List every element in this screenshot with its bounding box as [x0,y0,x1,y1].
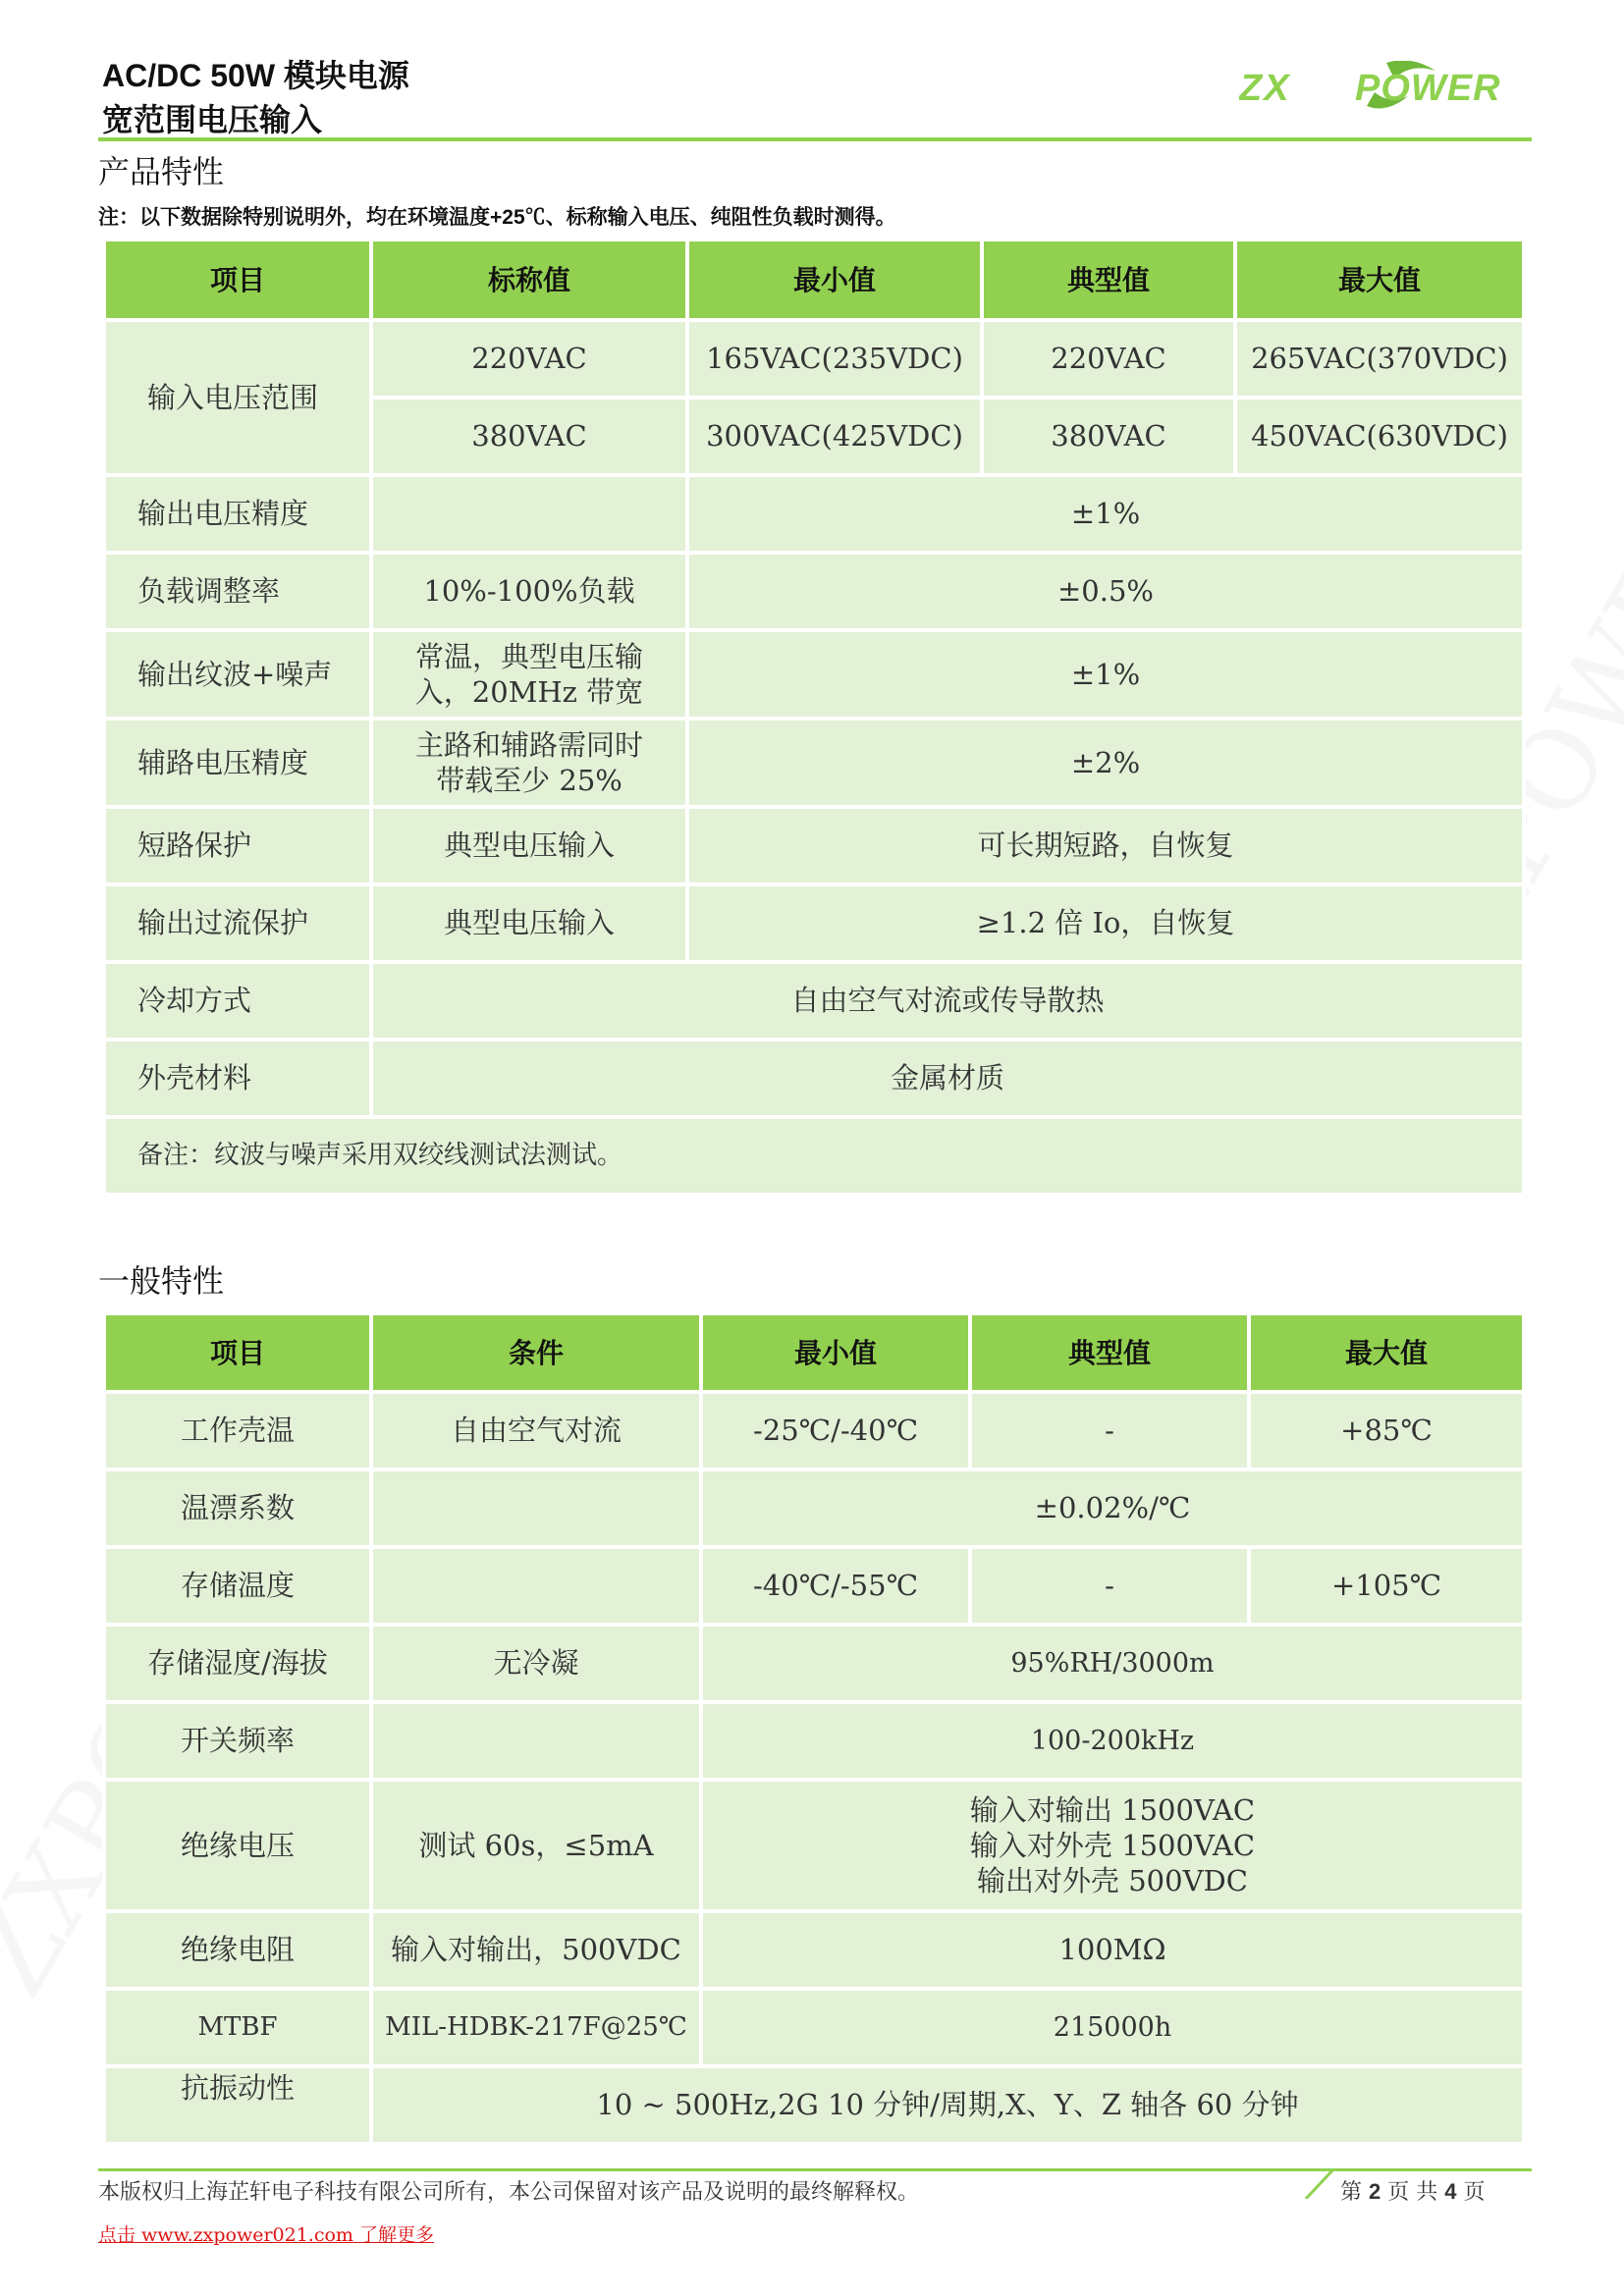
row-label-storage-temp: 存储温度 [104,1547,371,1625]
table-header-row [104,1313,1524,1392]
row-label-isolation-voltage: 绝缘电压 [104,1780,371,1911]
condition-line: 入，20MHz 带宽 [414,675,644,709]
page-mid: 页 共 [1387,2180,1438,2205]
table-row [104,1911,1524,1989]
condition-line: 主路和辅路需同时 [414,727,643,762]
page-suffix: 页 [1463,2180,1486,2205]
page-prefix: 第 [1340,2180,1363,2205]
table-row [104,1392,1524,1469]
cell-condition [371,719,687,807]
cell-value: 95%RH/3000m [701,1625,1524,1702]
condition-line: 常温，典型电压输 [414,639,643,673]
table-row [104,1780,1524,1911]
svg-text:ZX: ZX [1239,68,1291,109]
header-max: 最大值 [1249,1313,1524,1392]
table-row [104,884,1524,962]
remark-cell: 备注：纹波与噪声采用双绞线测试法测试。 [104,1117,1524,1195]
table-row [104,1702,1524,1780]
table-row [104,553,1524,630]
cell-condition [371,630,687,719]
cell-value [701,1780,1524,1911]
page-total: 4 [1444,2179,1457,2204]
table-row [104,320,1524,398]
cell-min: 300VAC(425VDC) [687,398,982,475]
table-row [104,1469,1524,1547]
table-row [104,1989,1524,2066]
cell-nominal: 220VAC [371,320,687,398]
cell-nominal: 380VAC [371,398,687,475]
cell-condition: 无冷凝 [371,1625,701,1702]
product-features-table [102,238,1526,1197]
page-indicator [1340,2175,1486,2206]
row-label-vibration: 抗振动性 [104,2066,371,2144]
cell-min: 165VAC(235VDC) [687,320,982,398]
cell-typ: - [970,1392,1249,1469]
cell-condition: 测试 60s，≤5mA [371,1780,701,1911]
cell-value: 100-200kHz [701,1702,1524,1780]
cell-condition [371,1469,701,1547]
svg-text:POWER: POWER [1355,68,1501,109]
row-label-switch-frequency: 开关频率 [104,1702,371,1780]
cell-value: ±2% [687,719,1524,807]
website-link[interactable]: 点击 www.zxpower021.com 了解更多 [98,2224,434,2246]
cell-value: ±1% [687,475,1524,553]
header-typ: 典型值 [982,240,1235,320]
header-divider [98,137,1532,141]
cell-value: 10 ~ 500Hz,2G 10 分钟/周期,X、Y、Z 轴各 60 分钟 [371,2066,1524,2144]
cell-value: 可长期短路，自恢复 [687,807,1524,884]
header-typ: 典型值 [970,1313,1249,1392]
cell-max: +85℃ [1249,1392,1524,1469]
condition-line: 带载至少 25% [436,764,623,797]
header-nominal: 标称值 [371,240,687,320]
row-label-isolation-resistance: 绝缘电阻 [104,1911,371,1989]
row-label-mtbf: MTBF [104,1989,371,2066]
page-current: 2 [1369,2179,1381,2204]
row-label-ripple-noise: 输出纹波+噪声 [104,630,371,719]
document-subtitle: 宽范围电压输入 [102,102,323,137]
cell-value: 自由空气对流或传导散热 [371,962,1524,1040]
row-label-aux-accuracy: 辅路电压精度 [104,719,371,807]
table-row [104,962,1524,1040]
header-item: 项目 [104,1313,371,1392]
row-label-storage-humidity: 存储湿度/海拔 [104,1625,371,1702]
cell-value: 215000h [701,1989,1524,2066]
cell-value: ±1% [687,630,1524,719]
table-row [104,807,1524,884]
table-header-row [104,240,1524,320]
cell-min: -25℃/-40℃ [701,1392,970,1469]
measurement-note: 注：以下数据除特别说明外，均在环境温度+25℃、标称输入电压、纯阻性负载时测得。 [98,206,896,229]
table-row [104,1625,1524,1702]
table-row [104,630,1524,719]
cell-typ: 220VAC [982,320,1235,398]
table-row [104,1117,1524,1195]
general-features-table [102,1311,1526,2146]
header-max: 最大值 [1235,240,1524,320]
row-label-output-accuracy: 输出电压精度 [104,475,371,553]
isolation-line: 输出对外壳 500VDC [977,1864,1248,1898]
row-label-case-material: 外壳材料 [104,1040,371,1117]
cell-typ: 380VAC [982,398,1235,475]
cell-value: 100MΩ [701,1911,1524,1989]
cell-typ: - [970,1547,1249,1625]
cell-value: ≥1.2 倍 Io，自恢复 [687,884,1524,962]
row-label-working-temp: 工作壳温 [104,1392,371,1469]
table-row [104,1040,1524,1117]
cell-condition [371,1547,701,1625]
cell-condition: 典型电压输入 [371,884,687,962]
isolation-line: 输入对输出 1500VAC [969,1792,1256,1827]
row-label-input-range: 输入电压范围 [104,320,371,475]
cell-condition: 典型电压输入 [371,807,687,884]
table-row [104,1547,1524,1625]
cell-condition: 自由空气对流 [371,1392,701,1469]
section-title-product-features: 产品特性 [98,154,225,189]
cell-max: 450VAC(630VDC) [1235,398,1524,475]
cell-condition: 10%-100%负载 [371,553,687,630]
cell-min: -40℃/-55℃ [701,1547,970,1625]
cell-value: ±0.5% [687,553,1524,630]
row-label-overcurrent: 输出过流保护 [104,884,371,962]
cell-condition [371,475,687,553]
section-title-general-features: 一般特性 [98,1263,225,1299]
row-label-temp-coefficient: 温漂系数 [104,1469,371,1547]
footer-slash-decoration [1294,2160,1333,2199]
cell-value: ±0.02%/℃ [701,1469,1524,1547]
header-min: 最小值 [701,1313,970,1392]
header-condition: 条件 [371,1313,701,1392]
cell-max: 265VAC(370VDC) [1235,320,1524,398]
header-item: 项目 [104,240,371,320]
row-label-short-circuit: 短路保护 [104,807,371,884]
table-row [104,719,1524,807]
row-label-cooling: 冷却方式 [104,962,371,1040]
cell-value: 金属材质 [371,1040,1524,1117]
header-min: 最小值 [687,240,982,320]
cell-condition: 输入对输出，500VDC [371,1911,701,1989]
copyright-notice: 本版权归上海芷轩电子科技有限公司所有，本公司保留对该产品及说明的最终解释权。 [98,2180,920,2205]
table-row [104,2066,1524,2144]
document-title: AC/DC 50W 模块电源 [102,58,409,93]
table-row [104,475,1524,553]
cell-condition: MIL-HDBK-217F@25℃ [371,1989,701,2066]
cell-max: +105℃ [1249,1547,1524,1625]
cell-condition [371,1702,701,1780]
row-label-load-regulation: 负载调整率 [104,553,371,630]
zxpower-logo [1239,61,1529,110]
isolation-line: 输入对外壳 1500VAC [969,1828,1256,1862]
